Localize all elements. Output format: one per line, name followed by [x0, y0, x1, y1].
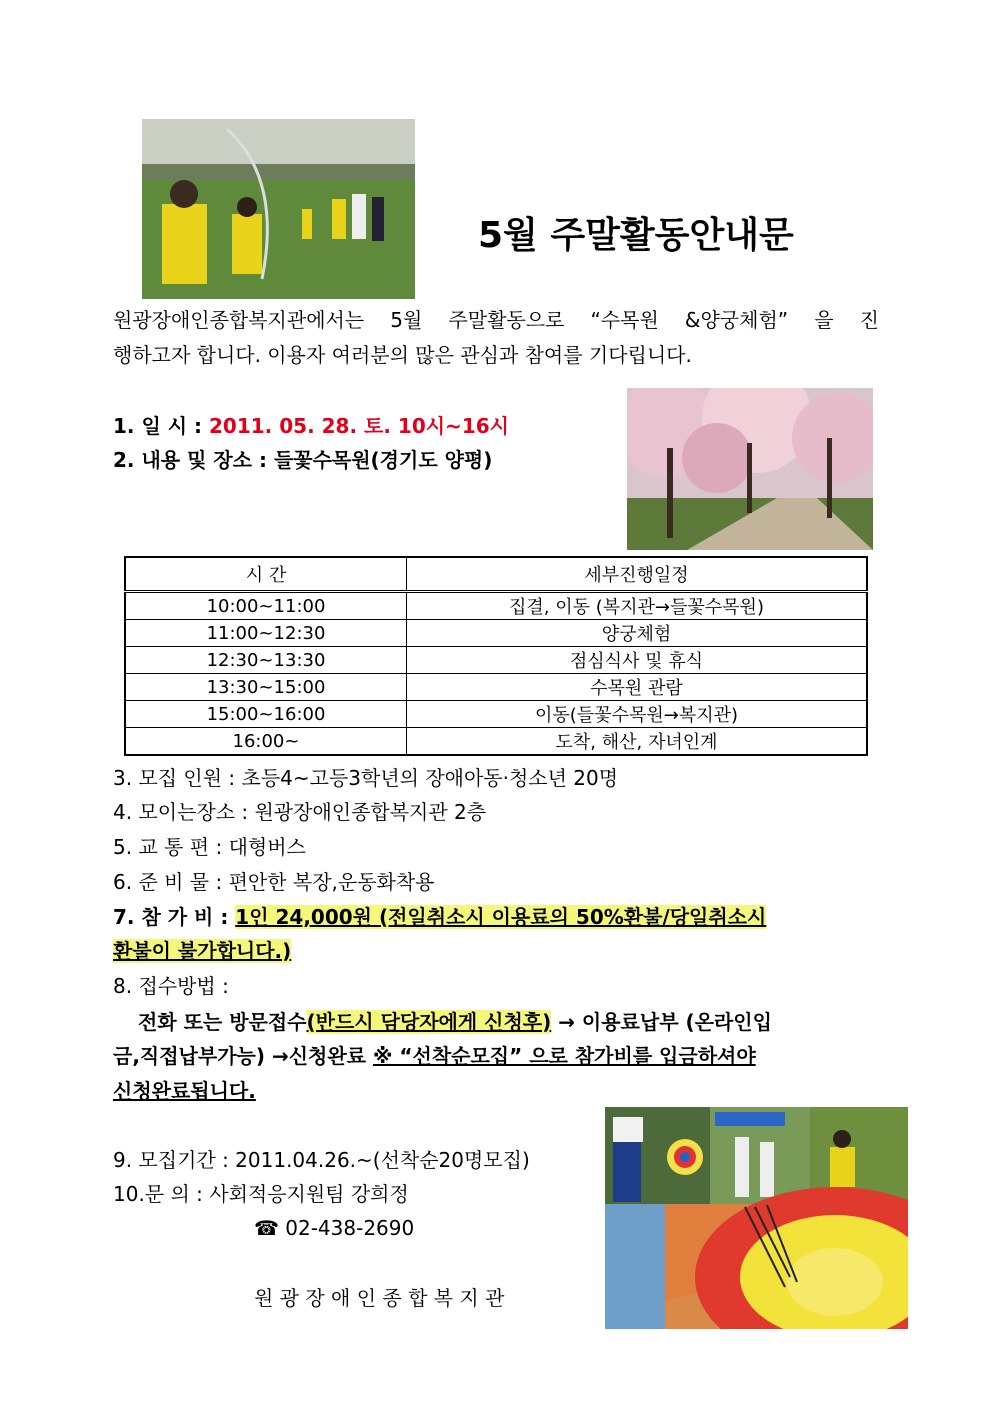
date-label: 1. 일 시 :: [113, 414, 210, 438]
fee-value: 1인 24,000원 (전일취소시 이용료의 50%환불/당일취소시: [235, 905, 767, 929]
row-detail: 수목원 관람: [407, 674, 868, 701]
row-time: 16:00~: [125, 728, 407, 756]
place-row: [113, 446, 492, 474]
archery-photo: [142, 119, 415, 299]
row-detail: 도착, 해산, 자녀인계: [407, 728, 868, 756]
date-row: [113, 412, 509, 440]
table-header-row: [125, 557, 867, 592]
row-time: 13:30~15:00: [125, 674, 407, 701]
fee-row: [113, 903, 766, 931]
apply-row-3: 신청완료됩니다.: [113, 1079, 256, 1103]
table-row: [125, 620, 867, 647]
table-row: [125, 701, 867, 728]
row-time: 10:00~11:00: [125, 592, 407, 620]
table-row: [125, 592, 867, 620]
intro-line-1: 원광장애인종합복지관에서는 5월 주말활동으로 “수목원 &양궁체험” 을 진: [113, 308, 879, 332]
apply-note: (반드시 담당자에게 신청후): [306, 1010, 552, 1034]
meeting-line: 4. 모이는장소 : 원광장애인종합복지관 2층: [113, 800, 487, 824]
place-label: 2. 내용 및 장소 :: [113, 448, 274, 472]
header-time: 시 간: [125, 557, 407, 592]
apply-payment: → 이용료납부 (온라인입: [551, 1010, 772, 1034]
place-value: 들꽃수목원(경기도 양평): [273, 448, 493, 472]
fee-row-2: [113, 937, 291, 965]
apply-method: 전화 또는 방문접수: [138, 1010, 307, 1034]
archery-collage: [605, 1107, 908, 1329]
transport-line: 5. 교 통 편 : 대형버스: [113, 835, 306, 859]
table-row: [125, 728, 867, 756]
schedule-table: [124, 556, 868, 756]
period-line: 9. 모집기간 : 2011.04.26.~(선착순20명모집): [113, 1148, 530, 1172]
contact-line: 10.문 의 : 사회적응지원팀 강희정: [113, 1182, 409, 1206]
phone-line: ☎ 02-438-2690: [254, 1216, 415, 1240]
page-title: 5월 주말활동안내문: [478, 215, 794, 256]
apply-label: 8. 접수방법 :: [113, 974, 229, 998]
table-row: [125, 647, 867, 674]
row-detail: 점심식사 및 휴식: [407, 647, 868, 674]
fee-label: 7. 참 가 비 :: [113, 905, 236, 929]
apply-row-2: [113, 1042, 756, 1070]
org-name: 원 광 장 애 인 종 합 복 지 관: [254, 1286, 505, 1310]
row-time: 11:00~12:30: [125, 620, 407, 647]
apply-warning: ※ “선착순모집” 으로 참가비를 입금하셔야: [372, 1044, 756, 1068]
row-detail: 양궁체험: [407, 620, 868, 647]
row-time: 12:30~13:30: [125, 647, 407, 674]
apply-row-1: [138, 1008, 772, 1036]
fee-value-2: 환불이 불가합니다.): [113, 939, 292, 963]
prep-line: 6. 준 비 물 : 편안한 복장,운동화착용: [113, 870, 435, 894]
header-detail: 세부진행일정: [407, 557, 868, 592]
intro-line-2: 행하고자 합니다. 이용자 여러분의 많은 관심과 참여를 기다립니다.: [113, 343, 692, 367]
date-value: 2011. 05. 28. 토. 10시~16시: [209, 414, 509, 438]
row-time: 15:00~16:00: [125, 701, 407, 728]
apply-complete: 금,직접납부가능) →신청완료: [113, 1044, 373, 1068]
arboretum-photo: [627, 388, 873, 550]
row-detail: 이동(들꽃수목원→복지관): [407, 701, 868, 728]
table-row: [125, 674, 867, 701]
recruit-line: 3. 모집 인원 : 초등4~고등3학년의 장애아동·청소년 20명: [113, 766, 619, 790]
row-detail: 집결, 이동 (복지관→들꽃수목원): [407, 592, 868, 620]
